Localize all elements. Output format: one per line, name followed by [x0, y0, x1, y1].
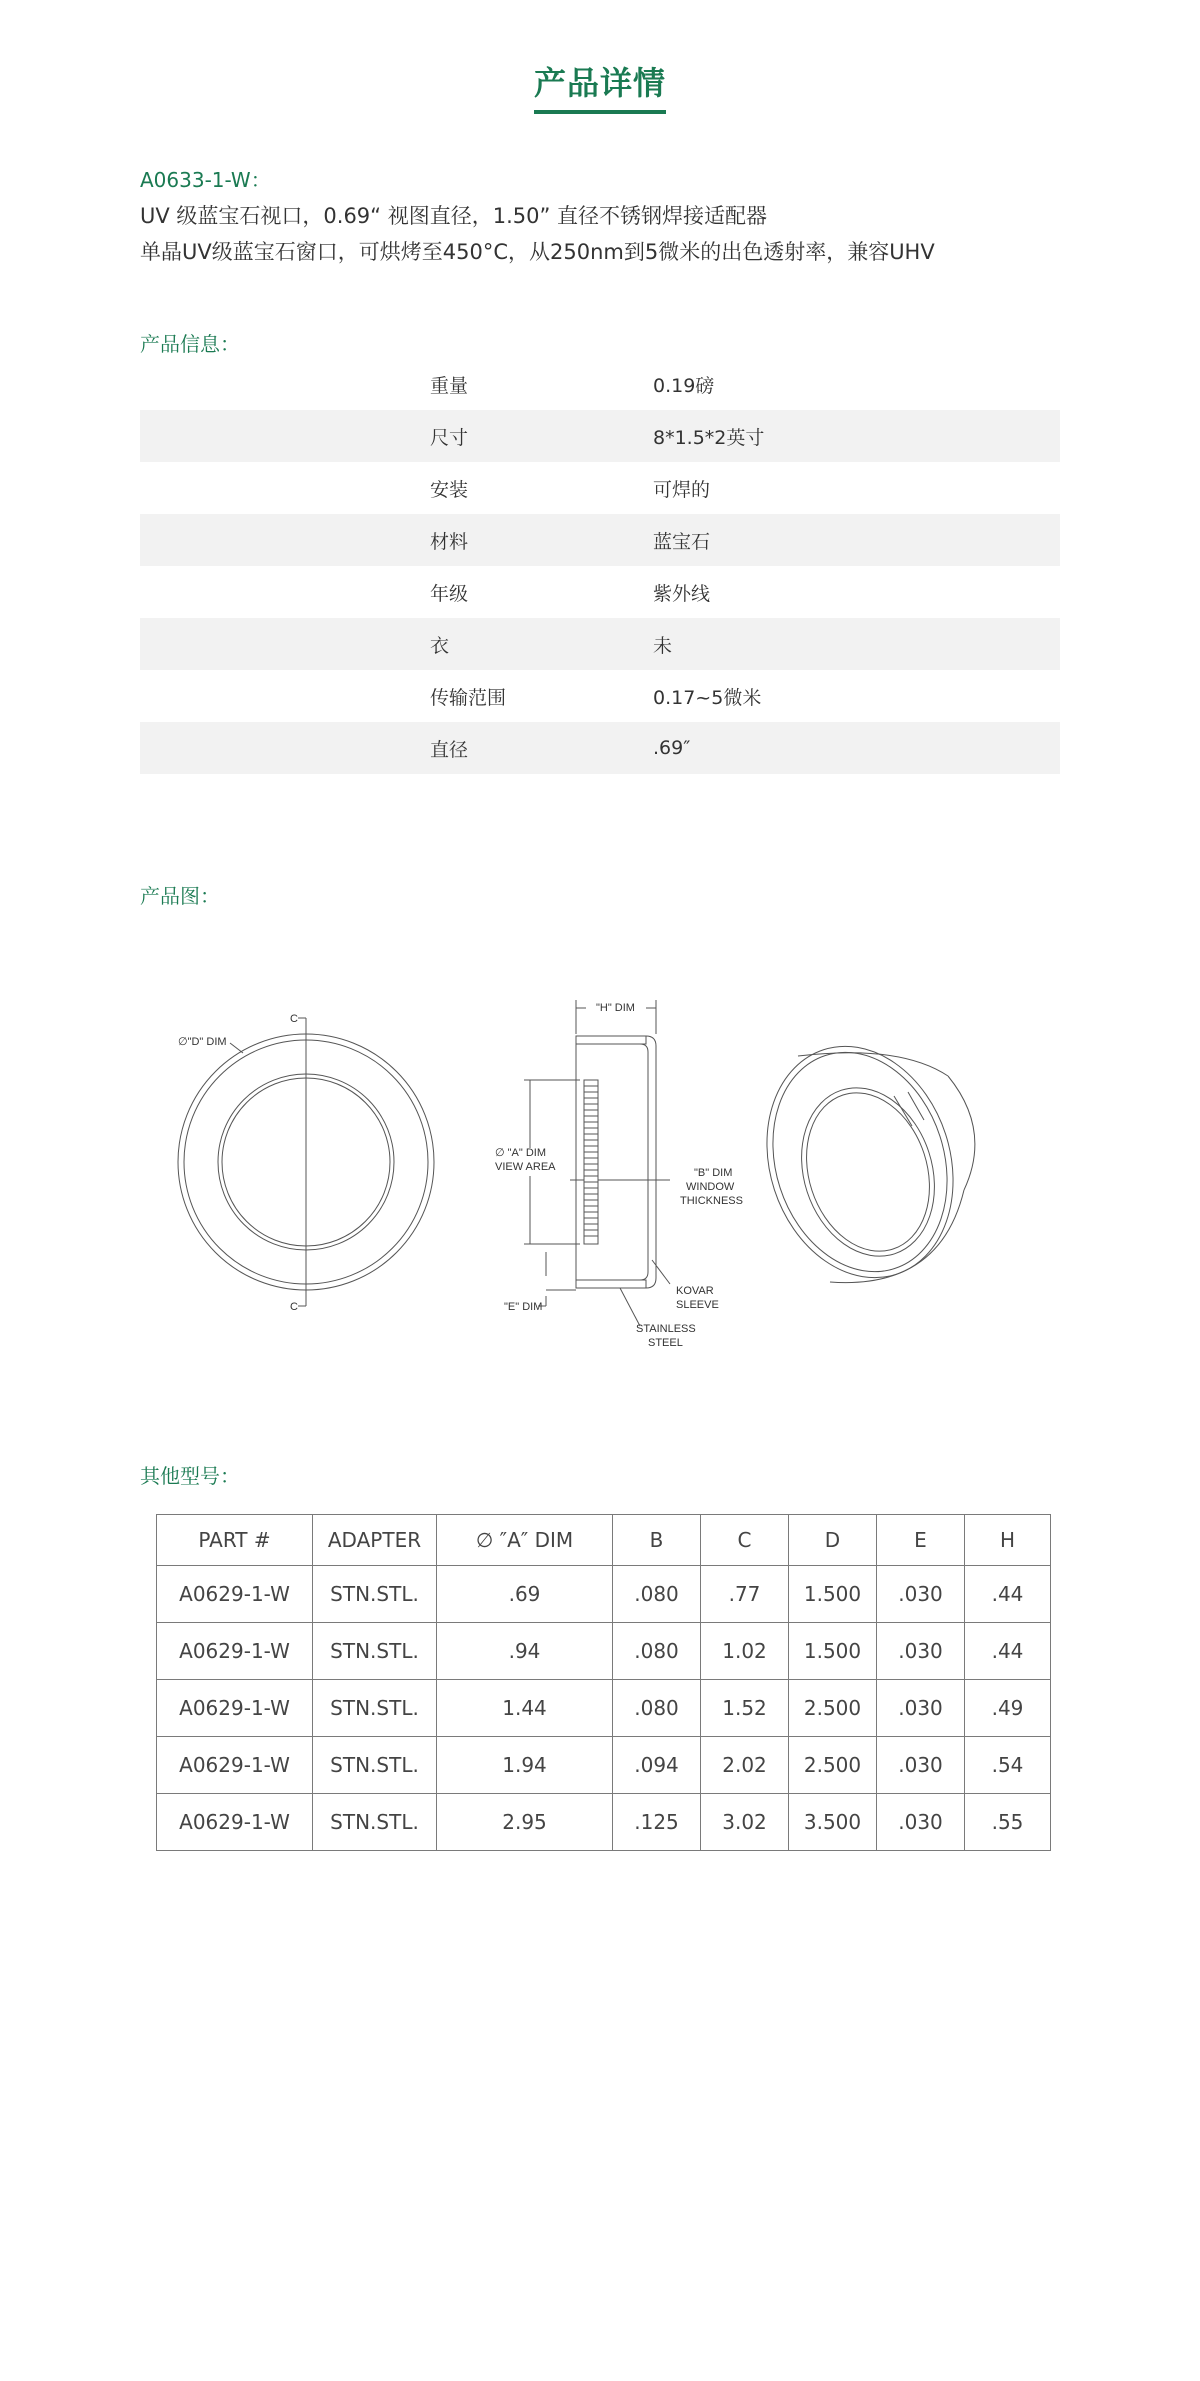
drawing-label: WINDOW	[686, 1181, 735, 1193]
table-cell: STN.STL.	[313, 1737, 437, 1794]
column-header: ∅ ″A″ DIM	[437, 1515, 613, 1566]
info-value: 0.17~5微米	[653, 686, 762, 709]
table-cell: 1.02	[701, 1623, 789, 1680]
perspective-view-drawing	[738, 1022, 982, 1302]
table-cell: .030	[877, 1737, 965, 1794]
table-cell: 2.500	[789, 1680, 877, 1737]
table-cell: STN.STL.	[313, 1680, 437, 1737]
info-row	[140, 618, 1060, 670]
drawing-label: SLEEVE	[676, 1299, 719, 1311]
info-value: 可焊的	[653, 478, 711, 501]
drawing-label: STAINLESS	[636, 1323, 696, 1335]
info-row	[140, 462, 1060, 514]
table-cell: .44	[965, 1566, 1051, 1623]
drawing-label: "H" DIM	[596, 1002, 635, 1014]
table-cell: .030	[877, 1623, 965, 1680]
info-row	[140, 410, 1060, 462]
table-cell: .54	[965, 1737, 1051, 1794]
table-cell: 2.95	[437, 1794, 613, 1851]
column-header: E	[877, 1515, 965, 1566]
table-cell: .094	[613, 1737, 701, 1794]
info-row	[140, 358, 1060, 410]
table-cell: 1.44	[437, 1680, 613, 1737]
product-drawing	[140, 980, 1060, 1360]
info-key: 年级	[430, 582, 469, 605]
table-cell: A0629-1-W	[157, 1623, 313, 1680]
column-header: D	[789, 1515, 877, 1566]
column-header: H	[965, 1515, 1051, 1566]
drawing-label: KOVAR	[676, 1285, 714, 1297]
product-description-line-2: 单晶UV级蓝宝石窗口，可烘烤至450°C，从250nm到5微米的出色透射率，兼容UHV	[140, 240, 935, 264]
drawing-label: VIEW AREA	[495, 1161, 556, 1173]
column-header: PART #	[157, 1515, 313, 1566]
table-cell: A0629-1-W	[157, 1680, 313, 1737]
front-view-drawing	[178, 1018, 434, 1306]
table-cell: .030	[877, 1794, 965, 1851]
drawing-label: "B" DIM	[694, 1167, 733, 1179]
info-key: 重量	[430, 374, 469, 397]
info-value: .69″	[653, 737, 691, 759]
info-value: 8*1.5*2英寸	[653, 426, 765, 449]
table-row	[157, 1794, 1051, 1851]
drawing-label: ∅ "A" DIM	[495, 1147, 547, 1159]
column-header: B	[613, 1515, 701, 1566]
table-cell: A0629-1-W	[157, 1566, 313, 1623]
page-title: 产品详情	[534, 58, 666, 114]
models-table	[156, 1514, 1051, 1851]
drawing-label: THICKNESS	[680, 1195, 743, 1207]
table-cell: .69	[437, 1566, 613, 1623]
models-section-label: 其他型号：	[140, 1464, 240, 1488]
info-value: 紫外线	[653, 582, 711, 605]
table-row	[157, 1737, 1051, 1794]
table-cell: 1.94	[437, 1737, 613, 1794]
table-row	[157, 1566, 1051, 1623]
drawing-label: C	[290, 1013, 298, 1025]
info-row	[140, 566, 1060, 618]
info-row	[140, 670, 1060, 722]
table-cell: .080	[613, 1623, 701, 1680]
product-model: A0633-1-W：	[140, 168, 271, 192]
table-cell: 3.500	[789, 1794, 877, 1851]
table-cell: .030	[877, 1566, 965, 1623]
column-header: C	[701, 1515, 789, 1566]
table-row	[157, 1623, 1051, 1680]
page-title-wrap	[0, 58, 1200, 114]
table-cell: 2.500	[789, 1737, 877, 1794]
drawing-section-label: 产品图：	[140, 884, 220, 908]
info-table	[140, 358, 1060, 774]
drawing-label: STEEL	[648, 1337, 683, 1349]
info-key: 衣	[430, 634, 450, 657]
info-key: 直径	[430, 738, 469, 761]
info-row	[140, 514, 1060, 566]
info-row	[140, 722, 1060, 774]
table-cell: STN.STL.	[313, 1566, 437, 1623]
drawing-label: C	[290, 1301, 298, 1313]
table-cell: .55	[965, 1794, 1051, 1851]
table-cell: .080	[613, 1566, 701, 1623]
table-cell: .94	[437, 1623, 613, 1680]
info-key: 传输范围	[430, 686, 507, 709]
table-cell: .77	[701, 1566, 789, 1623]
table-cell: 1.52	[701, 1680, 789, 1737]
table-cell: 2.02	[701, 1737, 789, 1794]
info-value: 未	[653, 634, 673, 657]
table-cell: 1.500	[789, 1623, 877, 1680]
table-header-row	[157, 1515, 1051, 1566]
drawing-label: "E" DIM	[504, 1301, 543, 1313]
drawing-label: ∅"D" DIM	[178, 1036, 227, 1048]
table-cell: .49	[965, 1680, 1051, 1737]
info-value: 0.19磅	[653, 374, 715, 397]
table-cell: .44	[965, 1623, 1051, 1680]
table-cell: 1.500	[789, 1566, 877, 1623]
table-cell: .125	[613, 1794, 701, 1851]
info-key: 材料	[430, 530, 469, 553]
table-cell: .080	[613, 1680, 701, 1737]
table-cell: A0629-1-W	[157, 1737, 313, 1794]
column-header: ADAPTER	[313, 1515, 437, 1566]
info-key: 安装	[430, 478, 469, 501]
table-cell: A0629-1-W	[157, 1794, 313, 1851]
table-cell: 3.02	[701, 1794, 789, 1851]
info-key: 尺寸	[430, 426, 469, 449]
info-section-label: 产品信息：	[140, 332, 240, 356]
info-value: 蓝宝石	[653, 530, 711, 553]
product-description-line-1: UV 级蓝宝石视口，0.69“ 视图直径，1.50” 直径不锈钢焊接适配器	[140, 204, 768, 228]
table-cell: STN.STL.	[313, 1794, 437, 1851]
table-cell: STN.STL.	[313, 1623, 437, 1680]
table-row	[157, 1680, 1051, 1737]
table-cell: .030	[877, 1680, 965, 1737]
